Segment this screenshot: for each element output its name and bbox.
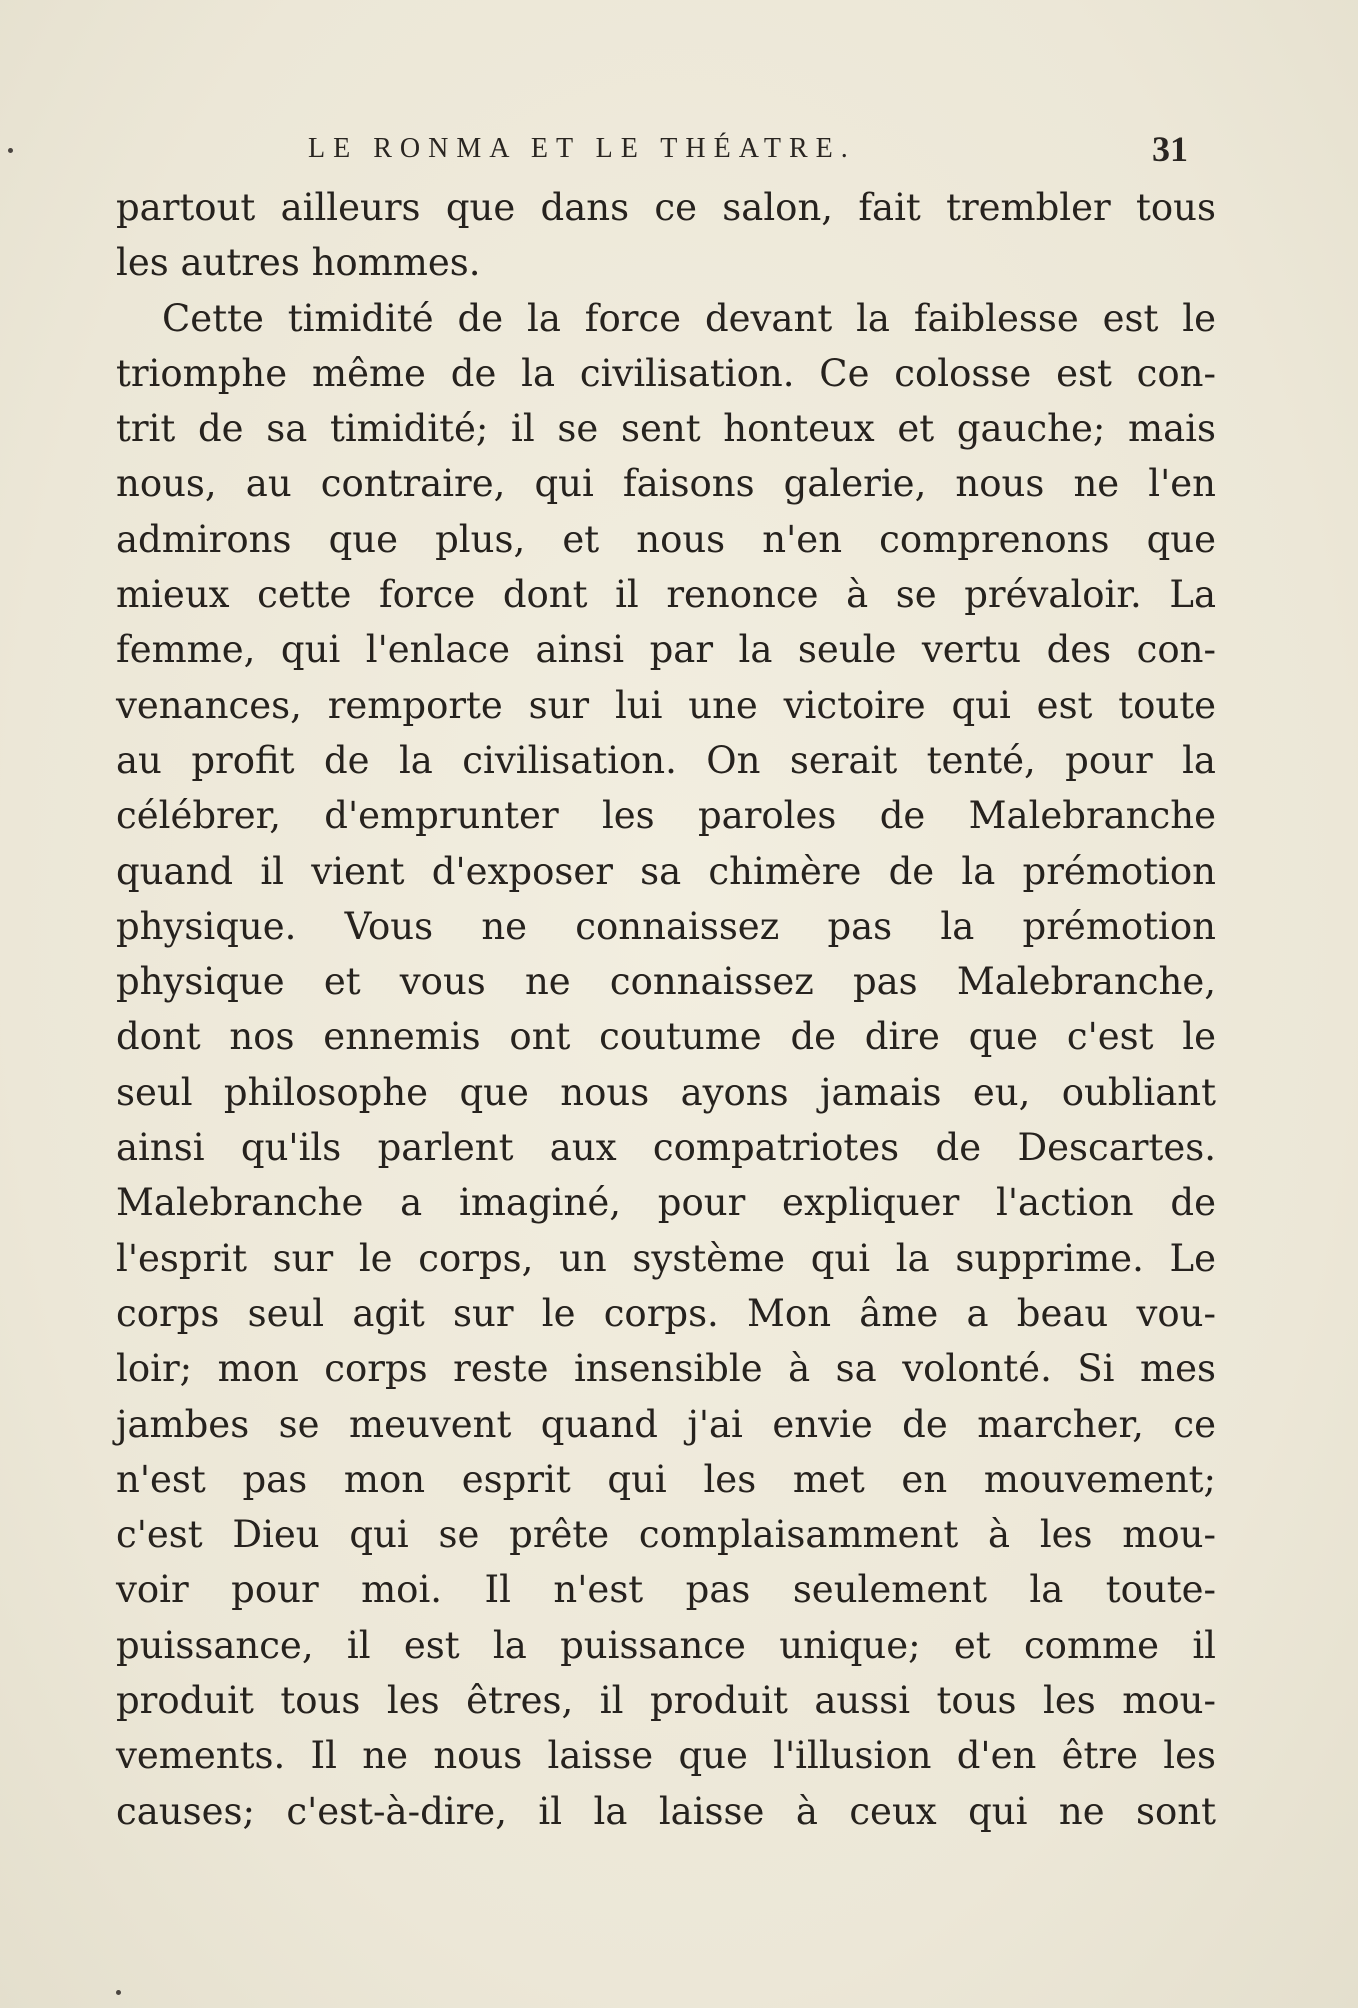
text-line: l'esprit sur le corps, un système qui la supprime. Le [116, 1236, 1216, 1280]
text-line: quand il vient d'exposer sa chimère de la prémotion [116, 849, 1216, 893]
text-line: loir; mon corps reste insensible à sa volonté. Si mes [116, 1347, 1216, 1391]
text-line: c'est Dieu qui se prête complaisamment à les mou- [116, 1513, 1216, 1557]
text-line: les autres hommes. [116, 241, 481, 285]
text-line: vements. Il ne nous laisse que l'illusion d'en être les [116, 1734, 1216, 1778]
text-line: au profit de la civilisation. On serait tenté, pour la [116, 738, 1216, 782]
text-line: causes; c'est-à-dire, il la laisse à ceux qui ne sont [116, 1789, 1216, 1833]
text-line: célébrer, d'emprunter les paroles de Malebranche [116, 794, 1216, 838]
text-line: voir pour moi. Il n'est pas seulement la toute- [116, 1568, 1216, 1612]
text-line: admirons que plus, et nous n'en comprenons que [116, 517, 1216, 561]
text-line: partout ailleurs que dans ce salon, fait trembler tous [116, 186, 1216, 229]
running-title: LE RONMA ET LE THÉATRE. [308, 133, 856, 164]
text-line: puissance, il est la puissance unique; et comme il [116, 1623, 1216, 1667]
text-line: trit de sa timidité; il se sent honteux et gauche; mais [116, 407, 1216, 451]
paper-speck [8, 148, 13, 153]
text-line: nous, au contraire, qui faisons galerie, nous ne l'en [116, 462, 1216, 506]
text-line: physique et vous ne connaissez pas Malebranche, [116, 960, 1216, 1004]
text-line: ainsi qu'ils parlent aux compatriotes de Descartes. [116, 1126, 1216, 1170]
text-line: Cette timidité de la force devant la faiblesse est le [162, 296, 1216, 340]
text-line: corps seul agit sur le corps. Mon âme a beau vou- [116, 1291, 1216, 1335]
text-line: triomphe même de la civilisation. Ce colosse est con- [116, 351, 1216, 395]
text-line: produit tous les êtres, il produit aussi tous les mou- [116, 1679, 1216, 1723]
text-line: jambes se meuvent quand j'ai envie de marcher, ce [116, 1402, 1216, 1446]
body-text [116, 180, 1216, 1839]
text-line: venances, remporte sur lui une victoire qui est toute [116, 683, 1216, 727]
paper-speck [116, 1990, 121, 1995]
text-line: dont nos ennemis ont coutume de dire que c'est le [116, 1015, 1216, 1059]
text-line: physique. Vous ne connaissez pas la prémotion [116, 904, 1216, 948]
text-line: Malebranche a imaginé, pour expliquer l'action de [116, 1181, 1216, 1225]
text-line: n'est pas mon esprit qui les met en mouvement; [116, 1457, 1216, 1501]
text-line: femme, qui l'enlace ainsi par la seule vertu des con- [116, 628, 1216, 672]
text-line: seul philosophe que nous ayons jamais eu, oubliant [116, 1070, 1216, 1114]
page-number: 31 [1152, 129, 1188, 169]
page-header [308, 126, 1188, 172]
text-line: mieux cette force dont il renonce à se prévaloir. La [116, 573, 1216, 617]
